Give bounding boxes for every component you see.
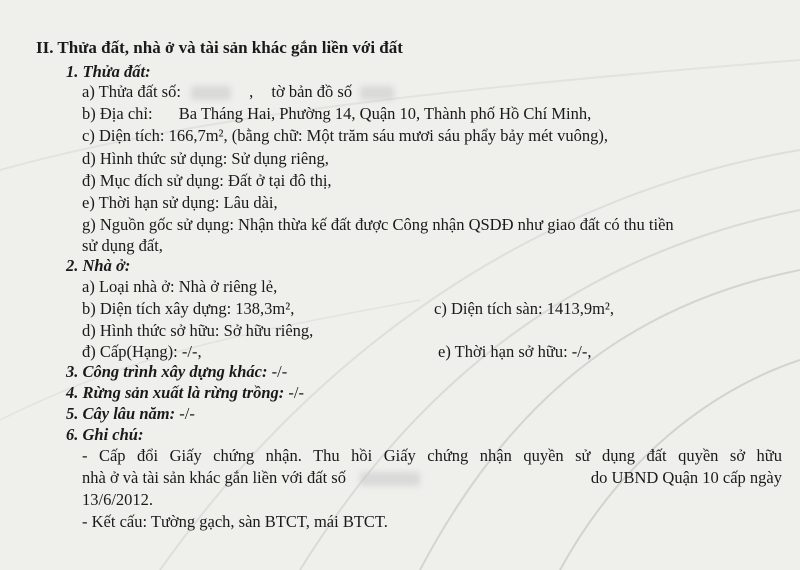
built-area-line: b) Diện tích xây dựng: 138,3m², xyxy=(82,299,295,318)
ownership-form-line: d) Hình thức sở hữu: Sở hữu riêng, xyxy=(82,321,314,340)
notes-line-4: - Kết cấu: Tường gạch, sàn BTCT, mái BTCT. xyxy=(82,512,388,531)
section-title: II. Thửa đất, nhà ở và tài sản khác gắn liền với đất xyxy=(36,38,403,57)
perennial-trees-line xyxy=(66,404,195,424)
notes-line-3: 13/6/2012. xyxy=(82,490,154,509)
redacted-parcel-number xyxy=(191,86,231,100)
usage-origin-line-2: sử dụng đất, xyxy=(82,236,163,255)
parcel-number-line xyxy=(82,82,394,102)
land-heading: 1. Thửa đất: xyxy=(66,62,151,81)
production-forest-heading: 4. Rừng sản xuất là rừng trồng: xyxy=(66,383,285,402)
address-line xyxy=(82,104,591,124)
notes-line-2-end: do UBND Quận 10 cấp ngày xyxy=(590,468,782,487)
house-heading: 2. Nhà ở: xyxy=(66,256,131,275)
production-forest-value: -/- xyxy=(288,383,304,402)
notes-line-1-text: - Cấp đổi Giấy chứng nhận. Thu hồi Giấy chứng nhận quyền sử dụng đất quyền sở hữu xyxy=(82,446,782,465)
parcel-separator: , xyxy=(249,82,254,101)
perennial-trees-heading: 5. Cây lâu năm: xyxy=(66,404,176,423)
floor-area-line: c) Diện tích sàn: 1413,9m², xyxy=(434,299,614,318)
usage-term-line: e) Thời hạn sử dụng: Lâu dài, xyxy=(82,193,278,212)
usage-form-line: d) Hình thức sử dụng: Sử dụng riêng, xyxy=(82,149,329,168)
address-value: Ba Tháng Hai, Phường 14, Quận 10, Thành phố Hồ Chí Minh, xyxy=(178,104,592,123)
redacted-map-sheet-number xyxy=(360,86,394,100)
land-area-line: c) Diện tích: 166,7m², (bằng chữ: Một trăm sáu mươi sáu phẩy bảy mét vuông), xyxy=(82,126,608,145)
other-construction-value: -/- xyxy=(271,362,288,381)
usage-purpose-line: đ) Mục đích sử dụng: Đất ở tại đô thị, xyxy=(82,171,332,190)
map-sheet-label: tờ bản đồ số xyxy=(271,82,353,101)
ownership-term-line: e) Thời hạn sở hữu: -/-, xyxy=(438,342,592,361)
production-forest-line xyxy=(66,383,304,403)
notes-line-2 xyxy=(82,468,782,488)
redacted-certificate-number xyxy=(360,472,420,486)
notes-line-2-start: nhà ở và tài sản khác gắn liền với đất số xyxy=(82,468,346,487)
notes-line-1 xyxy=(82,446,782,466)
other-construction-line xyxy=(66,362,287,382)
address-label: b) Địa chỉ: xyxy=(82,104,153,123)
perennial-trees-value: -/- xyxy=(179,404,195,423)
usage-origin-line-1: g) Nguồn gốc sử dụng: Nhận thừa kế đất được Công nhận QSDĐ như giao đất có thu tiền xyxy=(82,215,674,234)
house-grade-line: đ) Cấp(Hạng): -/-, xyxy=(82,342,202,361)
other-construction-heading: 3. Công trình xây dựng khác: xyxy=(66,362,268,381)
parcel-label: a) Thửa đất số: xyxy=(82,82,181,101)
notes-heading: 6. Ghi chú: xyxy=(66,425,144,444)
house-type-line: a) Loại nhà ở: Nhà ở riêng lẻ, xyxy=(82,277,278,296)
